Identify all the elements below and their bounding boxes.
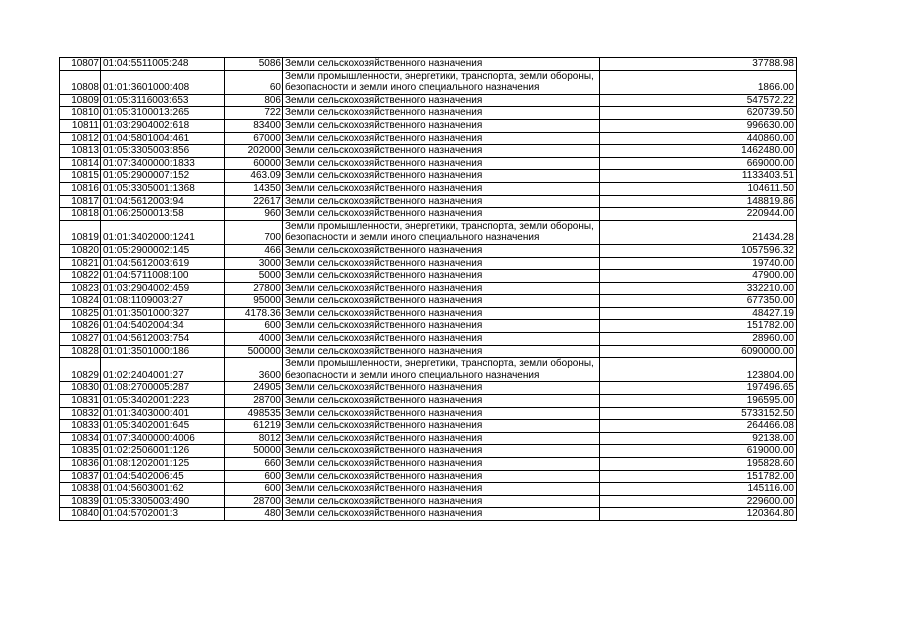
cadastral-number-cell: 01:04:5511005:248 [101,58,225,71]
land-category-cell: Земли сельскохозяйственного назначения [283,170,600,183]
table-row [60,495,797,508]
cadastral-number-cell: 01:01:3601000:408 [101,70,225,94]
cadastral-value-cell: 21434.28 [600,220,797,244]
land-category-cell: Земли сельскохозяйственного назначения [283,420,600,433]
cadastral-number-cell: 01:04:5402006:45 [101,470,225,483]
row-number-cell: 10819 [60,220,101,244]
cadastral-value-cell: 220944.00 [600,208,797,221]
area-cell: 60000 [225,157,283,170]
area-cell: 5000 [225,270,283,283]
cadastral-number-cell: 01:01:3402000:1241 [101,220,225,244]
cadastral-number-cell: 01:01:3501000:186 [101,345,225,358]
cadastral-number-cell: 01:08:1202001:125 [101,458,225,471]
table-row [60,182,797,195]
land-registry-table-body [60,58,797,521]
cadastral-number-cell: 01:05:3402001:223 [101,395,225,408]
table-row [60,145,797,158]
area-cell: 67000 [225,132,283,145]
table-row [60,270,797,283]
area-cell: 61219 [225,420,283,433]
cadastral-value-cell: 332210.00 [600,282,797,295]
land-category-cell: Земли сельскохозяйственного назначения [283,483,600,496]
table-row [60,445,797,458]
cadastral-value-cell: 197496.65 [600,382,797,395]
cadastral-value-cell: 547572.22 [600,94,797,107]
cadastral-value-cell: 1462480.00 [600,145,797,158]
row-number-cell: 10832 [60,407,101,420]
row-number-cell: 10816 [60,182,101,195]
table-row [60,420,797,433]
table-row [60,157,797,170]
area-cell: 27800 [225,282,283,295]
land-category-cell: Земли промышленности, энергетики, транспорта, земли обороны, безопасности и земли иного специального назначения [283,70,600,94]
land-category-cell: Земли сельскохозяйственного назначения [283,195,600,208]
table-row [60,358,797,382]
row-number-cell: 10824 [60,295,101,308]
area-cell: 498535 [225,407,283,420]
table-row [60,195,797,208]
area-cell: 466 [225,244,283,257]
row-number-cell: 10830 [60,382,101,395]
cadastral-number-cell: 01:04:5801004:461 [101,132,225,145]
cadastral-value-cell: 28960.00 [600,333,797,346]
cadastral-value-cell: 264466.08 [600,420,797,433]
land-category-cell: Земли сельскохозяйственного назначения [283,244,600,257]
table-row [60,107,797,120]
table-row [60,244,797,257]
land-category-cell: Земли сельскохозяйственного назначения [283,445,600,458]
land-category-cell: Земли сельскохозяйственного назначения [283,257,600,270]
land-category-cell: Земли сельскохозяйственного назначения [283,345,600,358]
row-number-cell: 10833 [60,420,101,433]
table-row [60,382,797,395]
row-number-cell: 10817 [60,195,101,208]
land-category-cell: Земли промышленности, энергетики, транспорта, земли обороны, безопасности и земли иного специального назначения [283,220,600,244]
cadastral-value-cell: 1133403.51 [600,170,797,183]
cadastral-number-cell: 01:02:2404001:27 [101,358,225,382]
area-cell: 660 [225,458,283,471]
area-cell: 500000 [225,345,283,358]
cadastral-number-cell: 01:05:3402001:645 [101,420,225,433]
row-number-cell: 10809 [60,94,101,107]
cadastral-number-cell: 01:01:3403000:401 [101,407,225,420]
land-category-cell: Земли сельскохозяйственного назначения [283,157,600,170]
cadastral-value-cell: 92138.00 [600,432,797,445]
area-cell: 24905 [225,382,283,395]
cadastral-number-cell: 01:02:2506001:126 [101,445,225,458]
land-category-cell: Земли сельскохозяйственного назначения [283,282,600,295]
area-cell: 50000 [225,445,283,458]
table-row [60,119,797,132]
table-row [60,58,797,71]
row-number-cell: 10828 [60,345,101,358]
area-cell: 3000 [225,257,283,270]
row-number-cell: 10820 [60,244,101,257]
area-cell: 14350 [225,182,283,195]
row-number-cell: 10808 [60,70,101,94]
cadastral-number-cell: 01:06:2500013:58 [101,208,225,221]
row-number-cell: 10826 [60,320,101,333]
cadastral-value-cell: 619000.00 [600,445,797,458]
cadastral-value-cell: 5733152.50 [600,407,797,420]
area-cell: 28700 [225,495,283,508]
table-row [60,257,797,270]
table-row [60,94,797,107]
land-category-cell: Земли сельскохозяйственного назначения [283,320,600,333]
land-category-cell: Земли сельскохозяйственного назначения [283,182,600,195]
cadastral-value-cell: 151782.00 [600,320,797,333]
cadastral-value-cell: 196595.00 [600,395,797,408]
cadastral-number-cell: 01:05:2900007:152 [101,170,225,183]
cadastral-number-cell: 01:04:5702001:3 [101,508,225,521]
land-category-cell: Земли сельскохозяйственного назначения [283,208,600,221]
cadastral-value-cell: 620739.50 [600,107,797,120]
cadastral-value-cell: 37788.98 [600,58,797,71]
land-category-cell: Земли сельскохозяйственного назначения [283,470,600,483]
row-number-cell: 10811 [60,119,101,132]
row-number-cell: 10821 [60,257,101,270]
area-cell: 83400 [225,119,283,132]
land-registry-table [59,57,797,521]
cadastral-number-cell: 01:07:3400000:4006 [101,432,225,445]
table-row [60,220,797,244]
area-cell: 600 [225,470,283,483]
area-cell: 700 [225,220,283,244]
cadastral-value-cell: 229600.00 [600,495,797,508]
cadastral-value-cell: 19740.00 [600,257,797,270]
land-category-cell: Земли сельскохозяйственного назначения [283,132,600,145]
row-number-cell: 10807 [60,58,101,71]
land-category-cell: Земли сельскохозяйственного назначения [283,94,600,107]
table-row [60,407,797,420]
table-row [60,320,797,333]
table-row [60,208,797,221]
row-number-cell: 10835 [60,445,101,458]
cadastral-number-cell: 01:04:5612003:754 [101,333,225,346]
area-cell: 600 [225,483,283,496]
land-category-cell: Земли сельскохозяйственного назначения [283,107,600,120]
area-cell: 22617 [225,195,283,208]
row-number-cell: 10831 [60,395,101,408]
cadastral-value-cell: 151782.00 [600,470,797,483]
table-row [60,282,797,295]
cadastral-value-cell: 48427.19 [600,307,797,320]
area-cell: 722 [225,107,283,120]
row-number-cell: 10815 [60,170,101,183]
cadastral-value-cell: 996630.00 [600,119,797,132]
row-number-cell: 10818 [60,208,101,221]
cadastral-number-cell: 01:05:2900002:145 [101,244,225,257]
land-category-cell: Земли сельскохозяйственного назначения [283,270,600,283]
table-row [60,333,797,346]
land-category-cell: Земли сельскохозяйственного назначения [283,395,600,408]
land-category-cell: Земли промышленности, энергетики, транспорта, земли обороны, безопасности и земли иного специального назначения [283,358,600,382]
area-cell: 463.09 [225,170,283,183]
table-row [60,307,797,320]
cadastral-value-cell: 669000.00 [600,157,797,170]
cadastral-number-cell: 01:01:3501000:327 [101,307,225,320]
row-number-cell: 10829 [60,358,101,382]
cadastral-number-cell: 01:04:5402004:34 [101,320,225,333]
cadastral-number-cell: 01:03:2904002:618 [101,119,225,132]
row-number-cell: 10837 [60,470,101,483]
table-row [60,170,797,183]
area-cell: 600 [225,320,283,333]
table-row [60,483,797,496]
cadastral-number-cell: 01:05:3305001:1368 [101,182,225,195]
table-row [60,70,797,94]
cadastral-number-cell: 01:07:3400000:1833 [101,157,225,170]
cadastral-number-cell: 01:08:1109003:27 [101,295,225,308]
cadastral-value-cell: 120364.80 [600,508,797,521]
row-number-cell: 10822 [60,270,101,283]
cadastral-value-cell: 148819.86 [600,195,797,208]
area-cell: 28700 [225,395,283,408]
row-number-cell: 10839 [60,495,101,508]
land-category-cell: Земли сельскохозяйственного назначения [283,458,600,471]
area-cell: 5086 [225,58,283,71]
land-category-cell: Земли сельскохозяйственного назначения [283,432,600,445]
cadastral-value-cell: 6090000.00 [600,345,797,358]
cadastral-value-cell: 47900.00 [600,270,797,283]
cadastral-value-cell: 1866.00 [600,70,797,94]
land-category-cell: Земли сельскохозяйственного назначения [283,495,600,508]
table-row [60,508,797,521]
table-row [60,432,797,445]
land-category-cell: Земли сельскохозяйственного назначения [283,119,600,132]
area-cell: 480 [225,508,283,521]
cadastral-number-cell: 01:04:5603001:62 [101,483,225,496]
table-row [60,345,797,358]
cadastral-value-cell: 104611.50 [600,182,797,195]
cadastral-number-cell: 01:04:5612003:94 [101,195,225,208]
area-cell: 3600 [225,358,283,382]
cadastral-number-cell: 01:05:3305003:490 [101,495,225,508]
row-number-cell: 10814 [60,157,101,170]
row-number-cell: 10813 [60,145,101,158]
cadastral-number-cell: 01:08:2700005:287 [101,382,225,395]
area-cell: 95000 [225,295,283,308]
cadastral-value-cell: 1057596.32 [600,244,797,257]
table-row [60,395,797,408]
table-row [60,295,797,308]
row-number-cell: 10836 [60,458,101,471]
cadastral-number-cell: 01:05:3305003:856 [101,145,225,158]
row-number-cell: 10838 [60,483,101,496]
area-cell: 960 [225,208,283,221]
land-category-cell: Земли сельскохозяйственного назначения [283,382,600,395]
land-category-cell: Земли сельскохозяйственного назначения [283,508,600,521]
row-number-cell: 10823 [60,282,101,295]
land-category-cell: Земли сельскохозяйственного назначения [283,145,600,158]
cadastral-value-cell: 195828.60 [600,458,797,471]
area-cell: 60 [225,70,283,94]
cadastral-value-cell: 123804.00 [600,358,797,382]
land-category-cell: Земли сельскохозяйственного назначения [283,333,600,346]
cadastral-number-cell: 01:03:2904002:459 [101,282,225,295]
land-category-cell: Земли сельскохозяйственного назначения [283,307,600,320]
row-number-cell: 10812 [60,132,101,145]
row-number-cell: 10810 [60,107,101,120]
cadastral-value-cell: 145116.00 [600,483,797,496]
area-cell: 4000 [225,333,283,346]
cadastral-number-cell: 01:04:5612003:619 [101,257,225,270]
land-category-cell: Земли сельскохозяйственного назначения [283,295,600,308]
land-category-cell: Земли сельскохозяйственного назначения [283,407,600,420]
cadastral-number-cell: 01:04:5711008:100 [101,270,225,283]
row-number-cell: 10840 [60,508,101,521]
table-row [60,458,797,471]
cadastral-number-cell: 01:05:3116003:653 [101,94,225,107]
area-cell: 806 [225,94,283,107]
cadastral-number-cell: 01:05:3100013:265 [101,107,225,120]
table-row [60,132,797,145]
row-number-cell: 10834 [60,432,101,445]
land-category-cell: Земли сельскохозяйственного назначения [283,58,600,71]
row-number-cell: 10827 [60,333,101,346]
area-cell: 8012 [225,432,283,445]
cadastral-value-cell: 677350.00 [600,295,797,308]
area-cell: 4178.36 [225,307,283,320]
area-cell: 202000 [225,145,283,158]
table-row [60,470,797,483]
cadastral-value-cell: 440860.00 [600,132,797,145]
row-number-cell: 10825 [60,307,101,320]
